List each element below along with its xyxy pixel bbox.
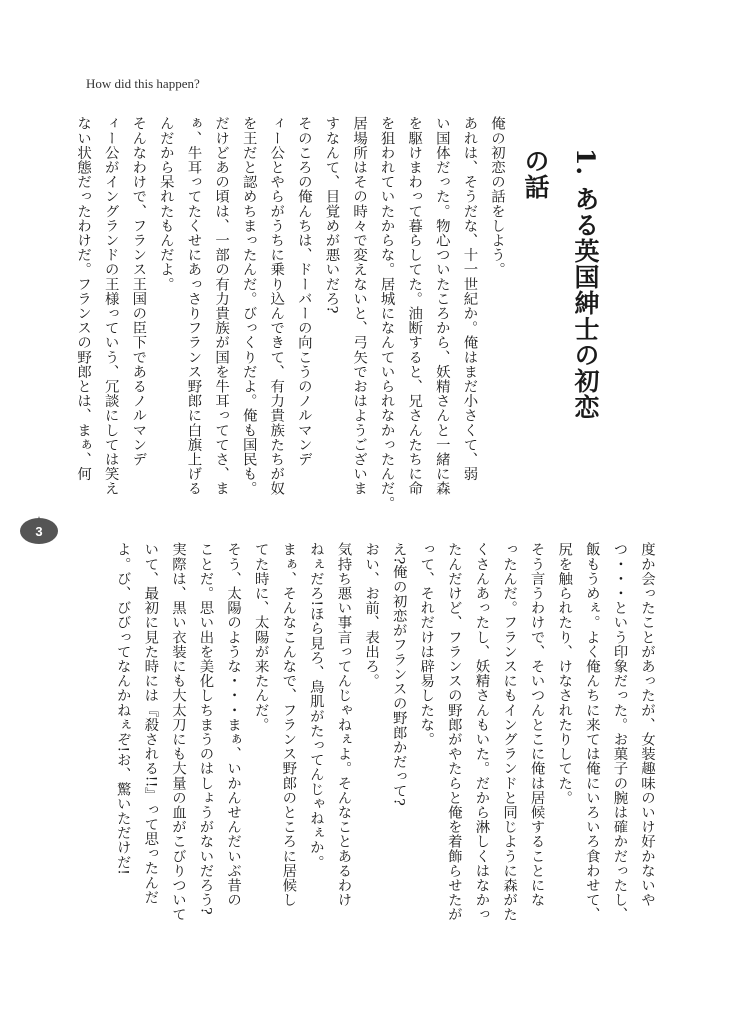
text-line: つ・・・という印象だった。お菓子の腕は確かだったし、 <box>611 542 628 922</box>
text-line: あれは、そうだな、十一世紀か。俺はまだ小さくて、弱 <box>461 116 478 481</box>
text-line: ィー公がイングランドの王様っていう、冗談にしては笑え <box>102 116 119 496</box>
page-number-badge <box>18 512 60 546</box>
text-line: ぁ、牛耳ってたくせにあっさりフランス野郎に白旗上げる <box>185 116 202 496</box>
text-line: まぁ、そんなこんなで、フランス野郎のところに居候し <box>280 542 297 907</box>
text-line: 実際は、黒い衣装にも大太刀にも大量の血がこびりついて <box>169 542 186 922</box>
text-line: を駆けまわって暮らしてた。油断すると、兄さんたちに命 <box>406 116 423 496</box>
text-line: 飯もうめぇ。よく俺んちに来ては俺にいろいろ食わせて、 <box>583 542 600 922</box>
text-line: たんだけど、フランスの野郎がやたらと俺を着飾らせたが <box>445 542 462 922</box>
text-line: だけどあの頃は、一部の有力貴族が国を牛耳っててさ、ま <box>213 116 230 496</box>
running-header: How did this happen? <box>86 76 200 91</box>
text-line: ィー公とやらがうちに乗り込んできて、有力貴族たちが奴 <box>268 116 285 496</box>
text-line: いて、最初に見た時には『殺される!!』って思ったんだ <box>142 542 159 905</box>
text-line: 俺の初恋の話をしよう。 <box>489 116 505 277</box>
text-line: 気持ち悪い事言ってんじゃねぇよ。そんなことあるわけ <box>335 542 352 907</box>
text-line: そう、太陽のような・・・まぁ、いかんせんだいぶ昔の <box>225 542 242 907</box>
text-line: を狙われていたからな。居城になんていられなかったんだ。 <box>378 116 395 511</box>
page-number: 3 <box>35 524 43 539</box>
text-line: そう言うわけで、そいつんとこに俺は居候することにな <box>528 542 545 907</box>
tomato-icon <box>18 512 60 546</box>
text-line: ない状態だったわけだ。フランスの野郎とは、まぁ、何 <box>75 116 92 481</box>
text-line: よ。び、びびってなんかねぇぞ!お、驚いただけだ! <box>114 542 131 876</box>
text-line: 度か会ったことがあったが、女装趣味のいけ好かないや <box>639 542 655 907</box>
text-line: い国体だった。物心ついたころから、妖精さんと一緒に森 <box>433 116 450 496</box>
text-line: 居場所はその時々で変えないと、弓矢でおはようございま <box>351 116 368 496</box>
text-line: んだから呆れたもんだよ。 <box>157 116 174 292</box>
text-line: 尻を触られたり、けなされたりしてた。 <box>556 542 573 805</box>
text-line: ったんだ。フランスにもイングランドと同じように森がた <box>501 542 518 922</box>
text-line: おい、お前、表出ろ。 <box>363 542 380 688</box>
text-line: そんなわけで、フランス王国の臣下であるノルマンデ <box>130 116 147 467</box>
text-line: すなんて、目覚めが悪いだろ? <box>323 116 340 314</box>
text-line: てた時に、太陽が来たんだ。 <box>252 542 269 732</box>
text-block-lower <box>80 542 660 942</box>
text-line: そのころの俺んちは、ドーバーの向こうのノルマンデ <box>295 116 312 467</box>
text-line: くさんあったし、妖精さんもいた。だから淋しくはなかっ <box>473 542 490 922</box>
text-line: って、それだけは辟易したな。 <box>418 542 435 747</box>
text-block-upper <box>75 116 510 516</box>
text-line: ねぇだろ!ほら見ろ、鳥肌がたってんじゃねぇか。 <box>307 542 324 870</box>
text-line: を王だと認めちまったんだ。びっくりだよ。俺も国民も。 <box>240 116 257 496</box>
text-line: ことだ。思い出を美化しちまうのはしょうがないだろう? <box>197 542 214 915</box>
chapter-title: 1. ある英国紳士の初恋の話 <box>521 148 600 420</box>
text-line: え?俺の初恋がフランスの野郎かだって? <box>390 542 407 807</box>
